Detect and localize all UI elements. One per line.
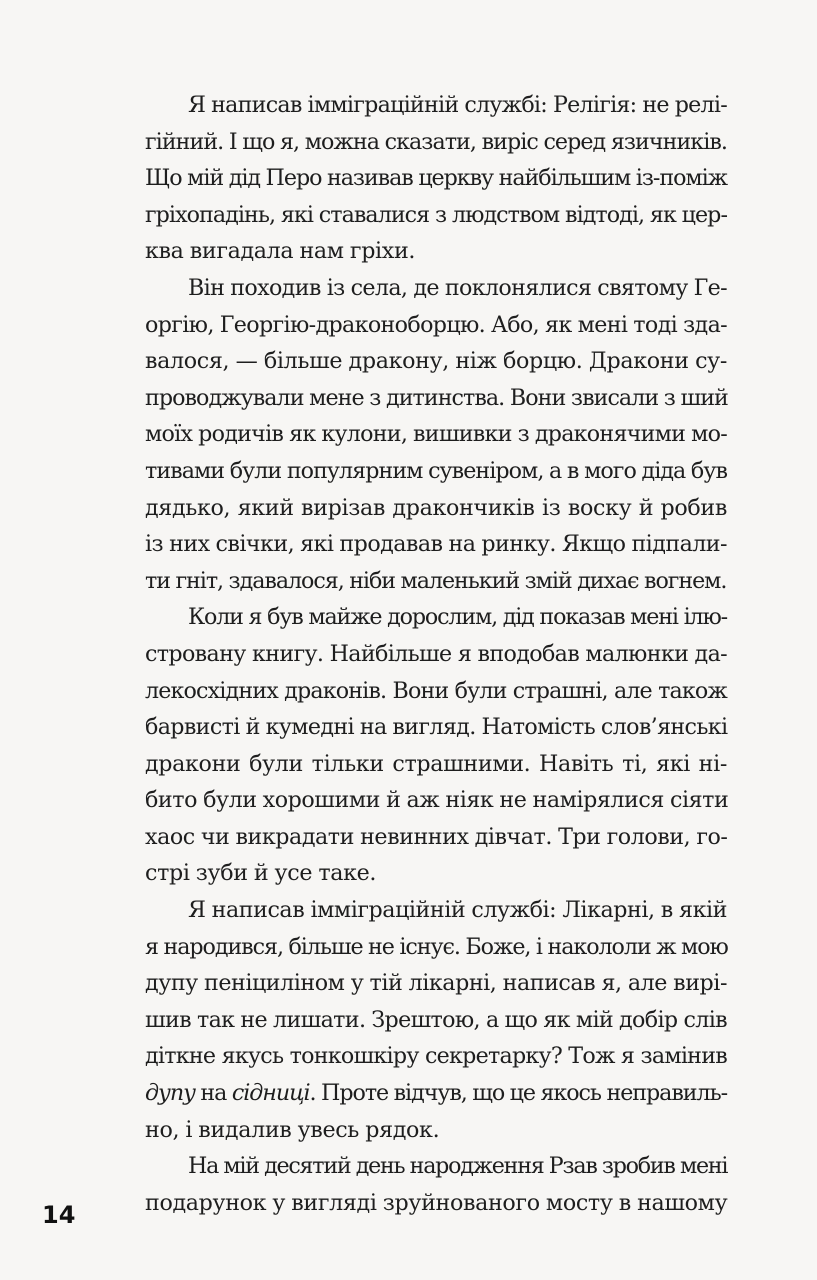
text-line: із них свічки, які продавав на ринку. Якщо підпали- — [145, 531, 727, 558]
text-line: ти гніт, здавалося, ніби маленький змій дихає вогнем. — [145, 567, 727, 594]
text-line: хаос чи викрадати невинних дівчат. Три голови, го- — [145, 823, 728, 850]
text-line: валося, — більше дракону, ніж борцю. Дракони су- — [145, 348, 727, 375]
text-line: оргію, Георгію-драконоборцю. Або, як мені тоді зда- — [145, 311, 727, 338]
italic-word: сідниці — [231, 1080, 310, 1107]
text-line: Я написав імміграційній службі: Лікарні, в якій — [188, 897, 727, 924]
text-line: шив так не лишати. Зрештою, а що як мій добір слів — [145, 1006, 727, 1033]
text-line: проводжували мене з дитинства. Вони звисали з ший — [145, 384, 728, 411]
text-line: дупу пеніциліном у тій лікарні, написав я, але вирі- — [145, 970, 727, 997]
text-line: гійний. І що я, можна сказати, виріс серед язичників. — [145, 128, 728, 155]
text-line: Що мій дід Перо називав церкву найбільшим із-поміж — [145, 165, 727, 192]
body-text — [145, 87, 727, 1221]
page-number: 14 — [42, 1201, 76, 1229]
text-line: дядько, який вирізав дракончиків із воску й робив — [145, 494, 727, 521]
text-line: но, і видалив увесь рядок. — [145, 1116, 440, 1143]
text-line: моїх родичів як кулони, вишивки з драконячими мо- — [145, 421, 727, 448]
text-line: я народився, більше не існує. Боже, і накололи ж мою — [145, 933, 728, 960]
text-line: діткне якусь тонкошкіру секретарку? Тож я замінив — [145, 1043, 727, 1070]
text-line: Коли я був майже дорослим, дід показав мені ілю- — [188, 604, 727, 631]
text-line: бито були хорошими й аж ніяк не намірялися сіяти — [145, 787, 729, 814]
text-line: лекосхідних драконів. Вони були страшні, але також — [145, 677, 727, 704]
text-line: дупу на сідниці. Проте відчув, що це якось неправиль- — [145, 1080, 728, 1107]
text-line: На мій десятий день народження Рзав зробив мені — [188, 1153, 728, 1180]
text-line: ква вигадала нам гріхи. — [145, 238, 416, 265]
text-line: подарунок у вигляді зруйнованого мосту в нашому — [145, 1189, 728, 1216]
italic-word: дупу — [145, 1080, 195, 1107]
text-line: Він походив із села, де поклонялися святому Ге- — [188, 274, 727, 301]
text-line: тивами були популярним сувеніром, а в мого діда був — [145, 457, 727, 484]
text-line: гріхопадінь, які ставалися з людством відтоді, як цер- — [145, 201, 727, 228]
text-line: дракони були тільки страшними. Навіть ті, які ні- — [145, 750, 727, 777]
text-line: барвисті й кумедні на вигляд. Натомість слов’янські — [145, 714, 728, 741]
text-line: Я написав імміграційній службі: Релігія: не релі- — [188, 92, 727, 118]
text-line: стрі зуби й усе таке. — [145, 860, 377, 887]
text-line: стровану книгу. Найбільше я вподобав малюнки да- — [145, 640, 727, 667]
